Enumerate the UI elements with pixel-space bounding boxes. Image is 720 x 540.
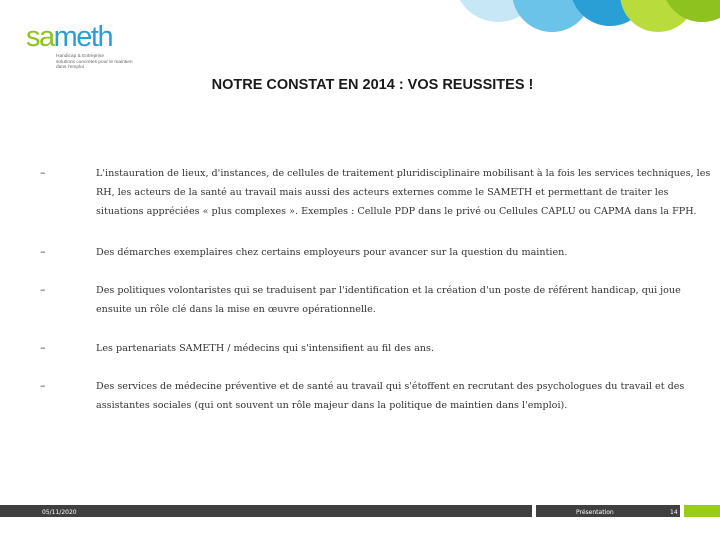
footer-label: Présentation	[576, 509, 614, 516]
logo-wordmark: sameth	[26, 21, 113, 53]
bullet-dash: –	[40, 245, 46, 258]
sameth-logo	[26, 22, 166, 72]
footer-date: 05/11/2020	[42, 509, 77, 516]
bullet-text: Les partenariats SAMETH / médecins qui s'intensifient au fil des ans.	[96, 343, 434, 354]
footer-bar-accent	[684, 505, 720, 517]
bullet-dash: –	[40, 166, 46, 179]
bullet-dash: –	[40, 341, 46, 354]
footer-bar-left	[0, 505, 532, 517]
bullet-text: Des services de médecine préventive et de santé au travail qui s'étoffent en recrutant des psychologues du travail et des assistantes sociales (qui ont souvent un rôle majeur dans la politique de maintien dans l'emploi).	[96, 381, 685, 411]
bullet-dash: –	[40, 379, 46, 392]
bullet-text: Des démarches exemplaires chez certains employeurs pour avancer sur la question du maintien.	[96, 247, 568, 258]
page-number: 14	[670, 509, 678, 516]
logo-tagline: Handicap & Entreprise solutions concrètes pour le maintien dans l'emploi	[56, 54, 133, 71]
bullet-dash: –	[40, 283, 46, 296]
bullet-text: L'instauration de lieux, d'instances, de cellules de traitement pluridisciplinaire mobilisant à la fois les services techniques, les RH, les acteurs de la santé au travail mais aussi des acteurs externes comme le SAMETH et permettant de traiter les situations appréciées « plus complexes ». Exemples : Cellule PDP dans le privé ou Cellules CAPLU ou CAPMA dans la FPH.	[96, 168, 711, 217]
slide-title: NOTRE CONSTAT EN 2014 : VOS REUSSITES !	[211, 77, 534, 93]
bullet-text: Des politiques volontaristes qui se traduisent par l'identification et la création d'un poste de référent handicap, qui joue ensuite un rôle clé dans la mise en œuvre opérationnelle.	[96, 285, 681, 315]
decorative-circles	[440, 0, 720, 40]
